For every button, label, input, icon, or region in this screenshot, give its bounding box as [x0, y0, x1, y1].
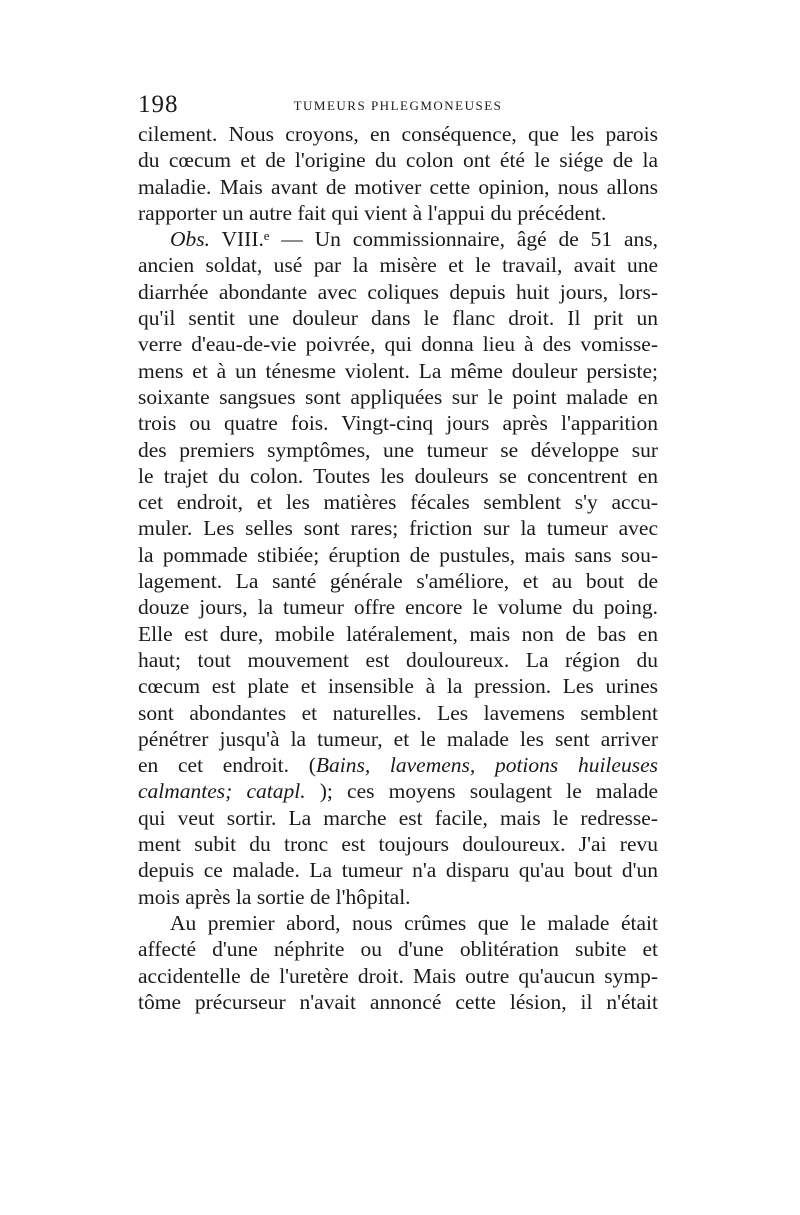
text-line: tôme précurseur n'avait annoncé cette lésion, il n'était: [138, 989, 658, 1014]
running-title: TUMEURS PHLEGMONEUSES: [293, 98, 503, 113]
text-line: trois ou quatre fois. Vingt-cinq jours après l'apparition: [138, 411, 658, 436]
text-line: depuis ce malade. La tumeur n'a disparu qu'au bout d'un: [138, 858, 658, 883]
text-line: lagement. La santé générale s'améliore, et au bout de: [138, 569, 658, 594]
text-line: mois après la sortie de l'hôpital.: [138, 884, 411, 909]
text-line: des premiers symptômes, une tumeur se développe sur: [138, 437, 658, 462]
text-line: ancien soldat, usé par la misère et le travail, avait une: [138, 253, 658, 278]
text-line: le trajet du colon. Toutes les douleurs se concentrent en: [138, 463, 658, 488]
page-number: 198: [138, 91, 179, 118]
text-line: verre d'eau-de-vie poivrée, qui donna lieu à des vomisse-: [138, 332, 658, 357]
text-line: maladie. Mais avant de motiver cette opinion, nous allons: [138, 174, 658, 199]
text-line: cet endroit, et les matières fécales semblent s'y accu-: [138, 490, 658, 515]
text-line: cœcum est plate et insensible à la pression. Les urines: [138, 674, 658, 699]
text-line-mixed: [138, 778, 658, 804]
text-line-segment: VIII.ᵉ — Un commissionnaire, âgé de 51 ans,: [221, 227, 658, 252]
body-text: [138, 121, 658, 1015]
text-line-mixed: [138, 752, 658, 778]
text-line: rapporter un autre fait qui vient à l'appui du précédent.: [138, 200, 607, 225]
text-line-segment: en cet endroit. (: [138, 753, 316, 778]
text-line: muler. Les selles sont rares; friction sur la tumeur avec: [138, 516, 658, 541]
obs-label: Obs.: [170, 227, 211, 252]
text-line: pénétrer jusqu'à la tumeur, et le malade les sent arriver: [138, 726, 658, 751]
text-line: qui veut sortir. La marche est facile, mais le redresse-: [138, 805, 658, 830]
text-line: sont abondantes et naturelles. Les lavemens semblent: [138, 700, 658, 725]
observation-heading-line: [138, 226, 658, 252]
text-line: Elle est dure, mobile latéralement, mais non de bas en: [138, 621, 658, 646]
text-line: la pommade stibiée; éruption de pustules, mais sans sou-: [138, 542, 658, 567]
italic-remedies: calmantes; catapl.: [138, 779, 306, 804]
text-line: Au premier abord, nous crûmes que le malade était: [170, 910, 658, 935]
text-line-segment: ); ces moyens soulagent le malade: [319, 779, 658, 804]
text-line: qu'il sentit une douleur dans le flanc droit. Il prit un: [138, 306, 658, 331]
italic-remedies: Bains, lavemens, potions huileuses: [315, 753, 658, 778]
text-line: accidentelle de l'uretère droit. Mais outre qu'aucun symp-: [138, 963, 658, 988]
text-line: douze jours, la tumeur offre encore le volume du poing.: [138, 595, 658, 620]
text-line: mens et à un ténesme violent. La même douleur persiste;: [138, 358, 658, 383]
text-line: du cœcum et de l'origine du colon ont été le siége de la: [138, 148, 658, 173]
text-line: cilement. Nous croyons, en conséquence, que les parois: [138, 122, 658, 146]
text-line: affecté d'une néphrite ou d'une oblitération subite et: [138, 937, 658, 962]
text-line: ment subit du tronc est toujours douloureux. J'ai revu: [138, 832, 658, 857]
page-header: [138, 92, 658, 118]
text-line: soixante sangsues sont appliquées sur le point malade en: [138, 384, 658, 409]
text-line: diarrhée abondante avec coliques depuis huit jours, lors-: [138, 279, 658, 304]
text-line: haut; tout mouvement est douloureux. La région du: [138, 647, 658, 672]
